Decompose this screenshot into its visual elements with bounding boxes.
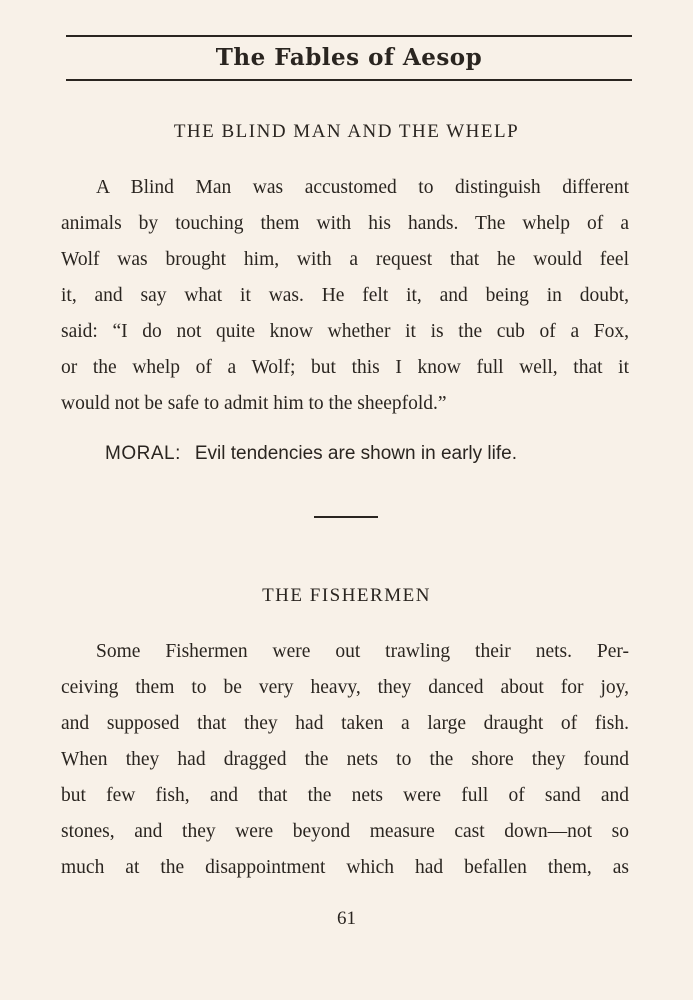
fable-title-blind-man: THE BLIND MAN AND THE WHELP (173, 121, 520, 142)
text-line: said: “I do not quite know whether it is the cub of a Fox, (61, 321, 629, 342)
text-line: and supposed that they had taken a large draught of fish. (61, 713, 629, 734)
fable-text-fishermen (61, 634, 629, 886)
header-rule-top (66, 35, 632, 37)
header-rule-bottom (66, 79, 632, 81)
text-line: it, and say what it was. He felt it, and being in doubt, (61, 285, 629, 306)
text-line: much at the disappointment which had befallen them, as (61, 857, 629, 878)
moral (105, 440, 517, 468)
section-separator (314, 516, 378, 518)
fable-title-fishermen: THE FISHERMEN (262, 585, 431, 606)
running-title: The Fables of Aesop (215, 44, 483, 71)
text-line: ceiving them to be very heavy, they danced about for joy, (61, 677, 629, 698)
text-line: stones, and they were beyond measure cast down—not so (61, 821, 629, 842)
fable-text-blind-man (61, 170, 629, 422)
text-line: but few fish, and that the nets were full of sand and (61, 785, 629, 806)
text-line: Some Fishermen were out trawling their nets. Per- (96, 641, 629, 662)
text-line: A Blind Man was accustomed to distinguish different (96, 177, 629, 198)
text-line: animals by touching them with his hands. The whelp of a (61, 213, 629, 234)
text-line: would not be safe to admit him to the sheepfold.” (61, 393, 447, 414)
text-line: When they had dragged the nets to the shore they found (61, 749, 629, 770)
moral-label: MORAL: (105, 443, 181, 464)
text-line: or the whelp of a Wolf; but this I know full well, that it (61, 357, 629, 378)
page-number: 61 (337, 908, 356, 929)
text-line: Wolf was brought him, with a request that he would feel (61, 249, 629, 270)
moral-text: Evil tendencies are shown in early life. (194, 443, 517, 464)
